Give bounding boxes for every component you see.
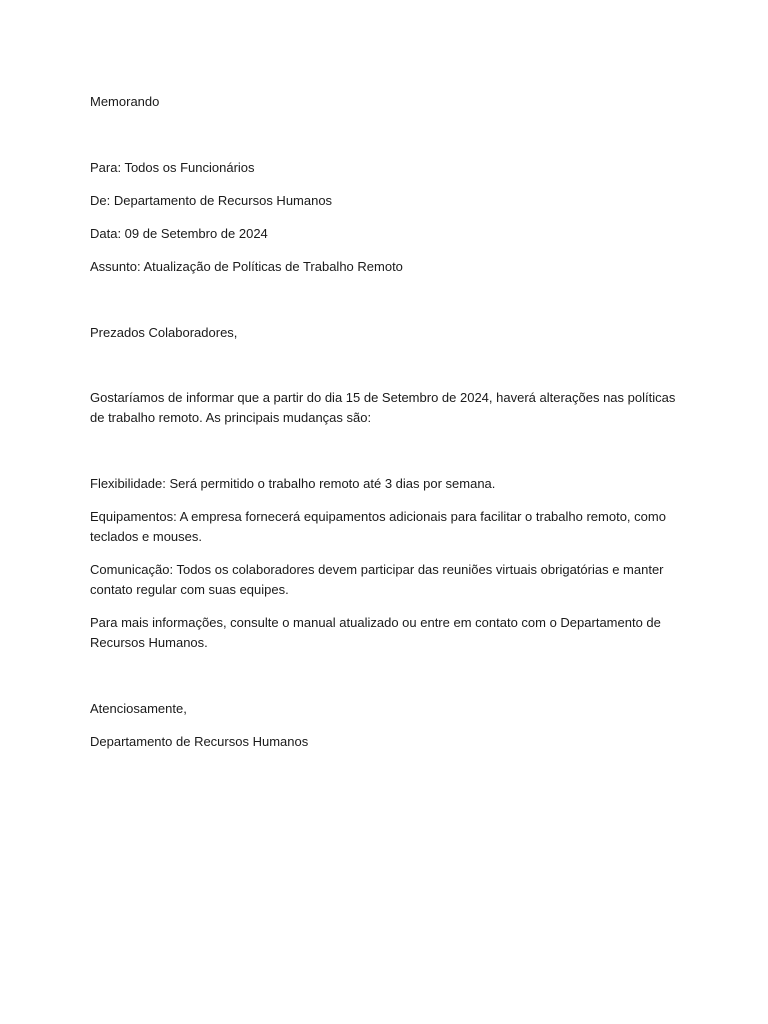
memo-closing: Atenciosamente, bbox=[90, 701, 187, 716]
memo-date: Data: 09 de Setembro de 2024 bbox=[90, 226, 268, 241]
memo-intro: Gostaríamos de informar que a partir do dia 15 de Setembro de 2024, haverá alterações nas políticas de trabalho remoto. As principais mudanças são: bbox=[90, 390, 676, 425]
memo-item-flexibility: Flexibilidade: Será permitido o trabalho remoto até 3 dias por semana. bbox=[90, 476, 496, 491]
memo-subject: Assunto: Atualização de Políticas de Trabalho Remoto bbox=[90, 259, 403, 274]
memo-item-communication: Comunicação: Todos os colaboradores devem participar das reuniões virtuais obrigatórias e manter contato regular com suas equipes. bbox=[90, 562, 664, 597]
memo-signature: Departamento de Recursos Humanos bbox=[90, 734, 309, 749]
memo-from: De: Departamento de Recursos Humanos bbox=[90, 193, 333, 208]
memo-item-equipment: Equipamentos: A empresa fornecerá equipamentos adicionais para facilitar o trabalho remoto, como teclados e mouses. bbox=[90, 509, 666, 544]
memo-more-info: Para mais informações, consulte o manual atualizado ou entre em contato com o Departamento de Recursos Humanos. bbox=[90, 615, 661, 650]
memo-greeting: Prezados Colaboradores, bbox=[90, 325, 238, 340]
memo-to: Para: Todos os Funcionários bbox=[90, 160, 255, 175]
memo-title: Memorando bbox=[90, 94, 160, 109]
